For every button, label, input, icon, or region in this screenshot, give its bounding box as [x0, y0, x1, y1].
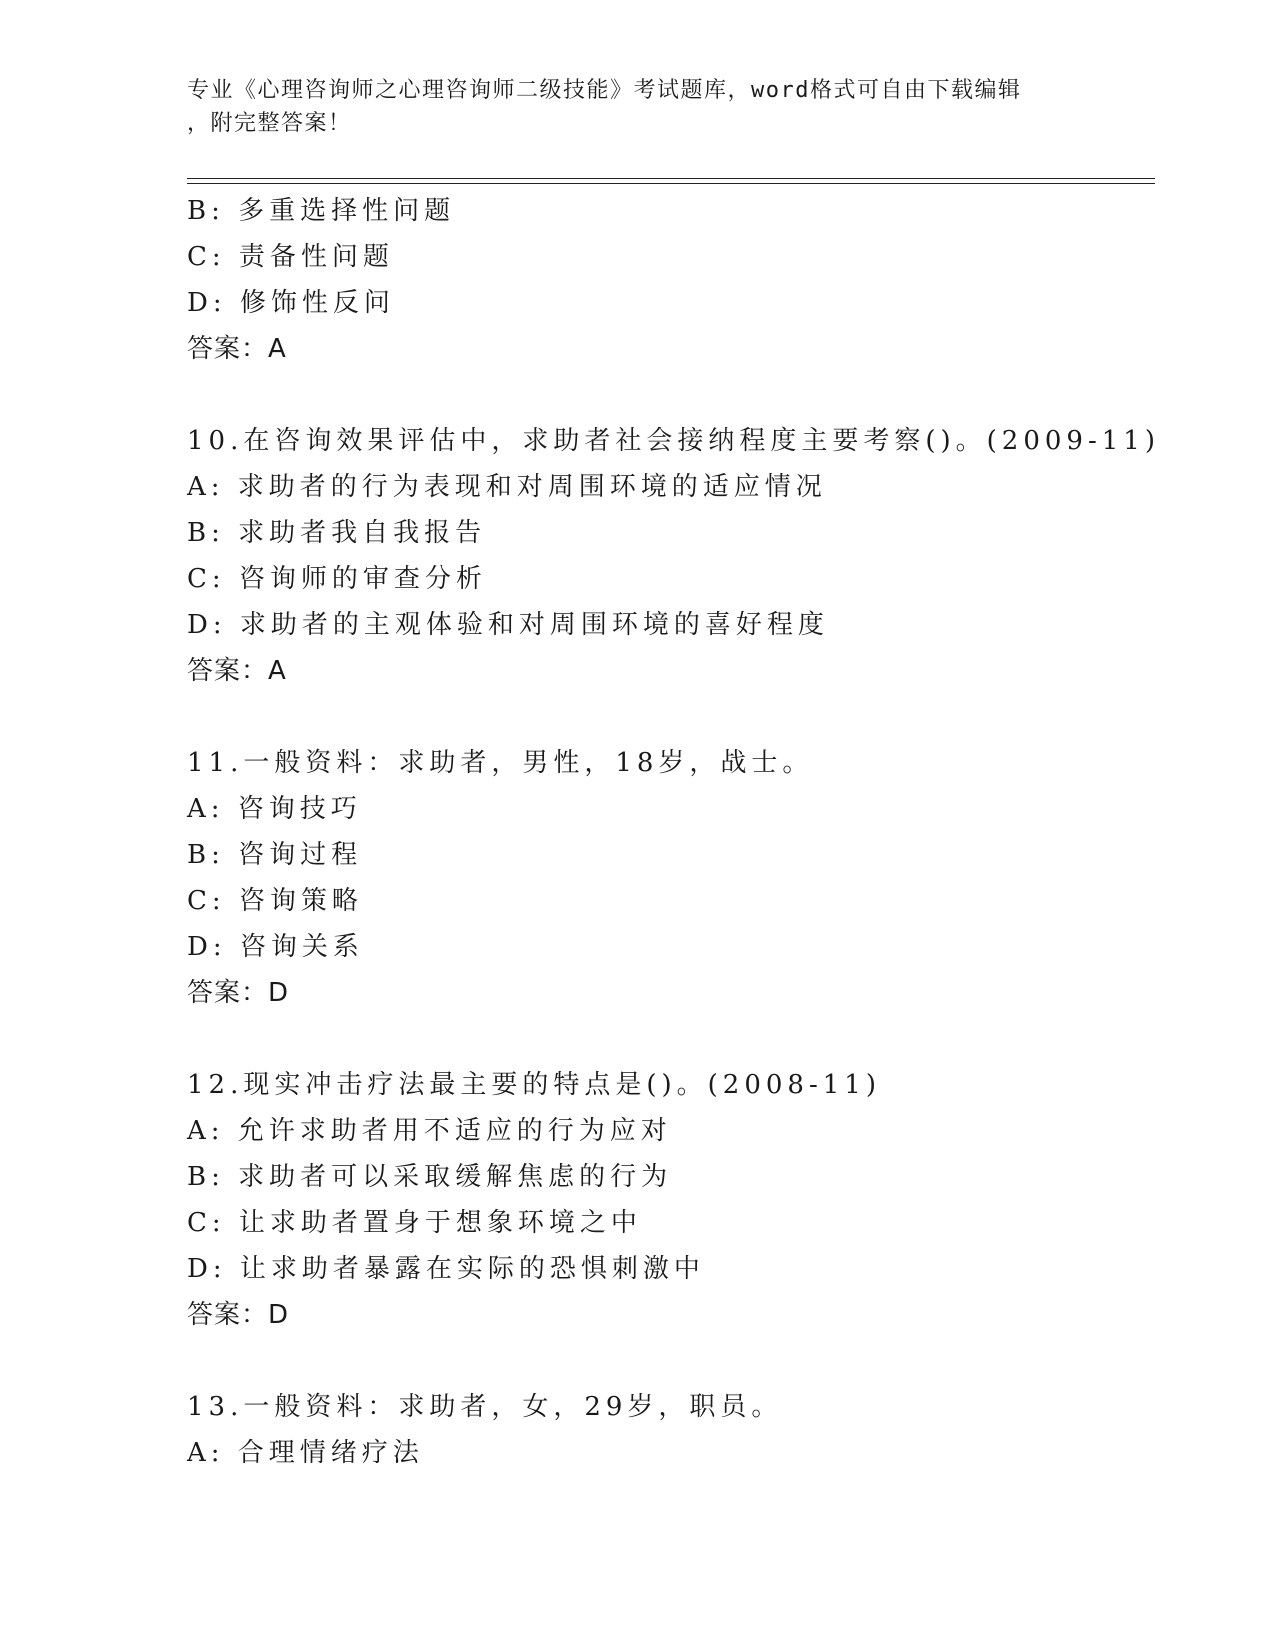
spacer: [187, 1016, 1155, 1062]
question-text: 11.一般资料：求助者，男性，18岁，战士。: [187, 748, 814, 778]
header-line-1: 专业《心理咨询师之心理咨询师二级技能》考试题库，word格式可自由下载编辑: [187, 78, 1022, 103]
option-d: D: 让求助者暴露在实际的恐惧刺激中: [187, 1254, 705, 1284]
answer: 答案：A: [187, 656, 287, 686]
option-c: C: 咨询师的审查分析: [187, 564, 487, 594]
spacer: [187, 372, 1155, 418]
option-c: C: 让求助者置身于想象环境之中: [187, 1208, 642, 1238]
option-b: B: 求助者我自我报告: [187, 518, 487, 548]
question-block-13: [187, 1384, 1155, 1476]
option-d: D: 修饰性反问: [187, 288, 395, 318]
spacer: [187, 1338, 1155, 1384]
option-d: D: 咨询关系: [187, 932, 364, 962]
question-text: 13.一般资料：求助者，女，29岁，职员。: [187, 1392, 783, 1422]
option-a: A: 合理情绪疗法: [187, 1438, 424, 1468]
answer: 答案：D: [187, 1300, 290, 1330]
question-text: 12.现实冲击疗法最主要的特点是()。(2008-11): [187, 1070, 881, 1100]
header-divider-bottom: [187, 183, 1155, 184]
option-c: C: 咨询策略: [187, 886, 363, 916]
option-b: B: 多重选择性问题: [187, 196, 456, 226]
spacer: [187, 694, 1155, 740]
question-text: 10.在咨询效果评估中，求助者社会接纳程度主要考察()。(2009-11): [187, 426, 1160, 456]
option-a: A: 允许求助者用不适应的行为应对: [187, 1116, 672, 1146]
option-d: D: 求助者的主观体验和对周围环境的喜好程度: [187, 610, 829, 640]
option-c: C: 责备性问题: [187, 242, 394, 272]
answer: 答案：D: [187, 978, 290, 1008]
document-header: [187, 74, 1067, 140]
question-block-11: [187, 740, 1155, 1016]
option-a: A: 求助者的行为表现和对周围环境的适应情况: [187, 472, 827, 502]
option-a: A: 咨询技巧: [187, 794, 362, 824]
question-block-10: [187, 418, 1160, 694]
header-line-2: ，附完整答案！: [187, 111, 352, 136]
answer: 答案：A: [187, 334, 287, 364]
header-divider-top: [187, 178, 1155, 179]
question-block-9: [187, 188, 1155, 372]
option-b: B: 求助者可以采取缓解焦虑的行为: [187, 1162, 673, 1192]
question-list: [187, 188, 1160, 1476]
option-b: B: 咨询过程: [187, 840, 363, 870]
question-block-12: [187, 1062, 1155, 1338]
